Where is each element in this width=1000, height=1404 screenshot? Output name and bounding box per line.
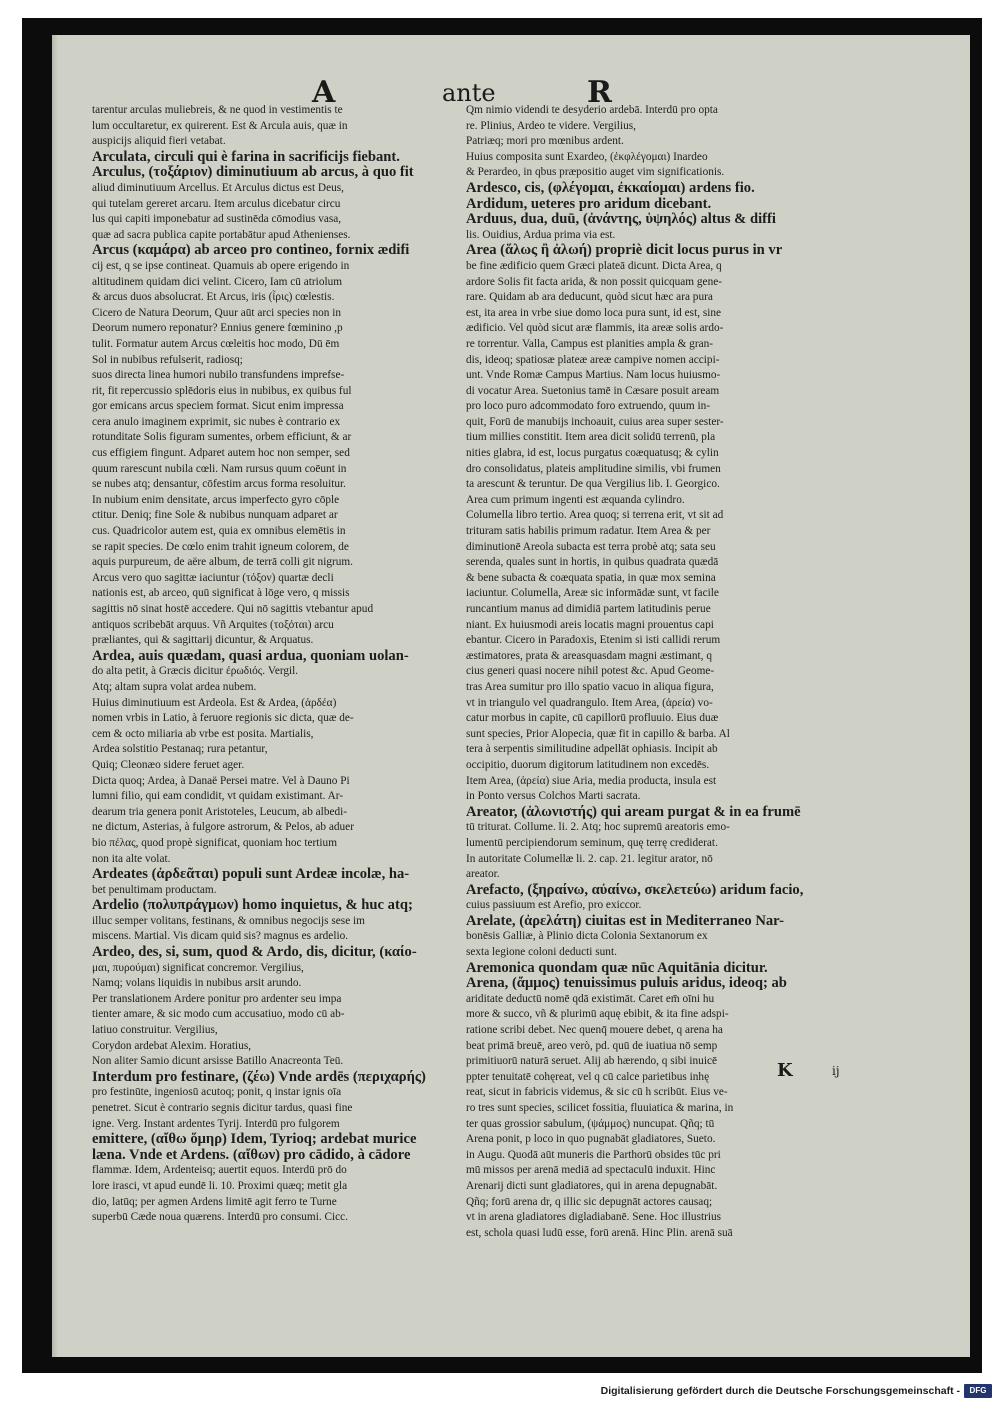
text-line: in Ponto versus Colchos Marti sacrata. bbox=[466, 790, 641, 803]
text-line: lus qui capiti imponebatur ad sustinēda cōmodius vasa, bbox=[92, 213, 342, 226]
text-line: vt in arena gladiatores digladiabanē. Sene. Hoc illustrius bbox=[466, 1211, 722, 1224]
text-line: quæ ad sacra publica capite portabātur apud Athenienses. bbox=[92, 228, 351, 241]
text-line: Deorum numero reponatur? Ennius genere fœminino ,p bbox=[92, 322, 343, 335]
text-line: lumni filio, qui eam condidit, vt quidam existimant. Ar- bbox=[92, 790, 344, 803]
text-line: Corydon ardebat Alexim. Horatius, bbox=[92, 1039, 252, 1052]
entry-headword-line: Areator, (ἁλωνιστής) qui aream purgat & in ea frumē bbox=[466, 804, 801, 820]
entry-headword-line: Area (ἅλως ἢ ἀλωή) propriè dicit locus purus in vr bbox=[466, 243, 783, 259]
text-line: Namq; volans liquidis in nubibus arsit arundo. bbox=[92, 977, 302, 990]
text-line: pro festinūte, ingeniosū acutoq; ponit, q instar ignis oīa bbox=[92, 1086, 342, 1099]
entry-headword-line: Aremonica quondam quæ nūc Aquitānia dicitur. bbox=[466, 960, 768, 976]
text-line: be fine ædificio quem Græci plateā dicunt. Dicta Area, q bbox=[466, 259, 722, 272]
text-line: altitudinem quidam dici velint. Cicero, Iam cū atriolum bbox=[92, 275, 343, 288]
text-line: qui tutelam gereret arcaru. Item arculus dicebatur circu bbox=[92, 197, 341, 210]
entry-headword-line: Arculata, circuli qui è farina in sacrificijs fiebant. bbox=[92, 149, 400, 165]
right-text-column bbox=[466, 103, 826, 1241]
entry-headword-line: emittere, (αἴθω ὅμηρ) Idem, Tyrioq; ardebat murice bbox=[92, 1132, 417, 1148]
text-line: Columella libro tertio. Area quoq; si terrena erit, vt sit ad bbox=[466, 509, 724, 522]
text-line: Patriæq; mori pro mœnibus ardent. bbox=[466, 135, 624, 148]
text-line: quum rarescunt nubila cœli. Nam rursus quum coēunt in bbox=[92, 462, 347, 475]
text-line: tarentur arculas muliebreis, & ne quod in vestimentis te bbox=[92, 104, 343, 116]
text-line: aquis purpureum, de aëre album, de terrā colli git nigrum. bbox=[92, 556, 353, 569]
entry-headword-line: Arefacto, (ξηραίνω, αὐαίνω, σκελετεύω) aridum facio, bbox=[466, 882, 804, 898]
text-line: latiuo construitur. Vergilius, bbox=[92, 1024, 218, 1037]
signature-letter: K bbox=[777, 1060, 793, 1081]
text-line: reat, sicut in fabricis videmus, & sic cū h scribūt. Eius ve- bbox=[466, 1086, 728, 1099]
text-line: rotunditate Solis figuram sumentes, orbem efficiunt, & ar bbox=[92, 431, 352, 444]
text-line: superbū Cæde noua quærens. Interdū pro consumi. Cicc. bbox=[92, 1211, 349, 1224]
text-line: aliud diminutiuum Arcellus. Et Arculus dictus est Deus, bbox=[92, 181, 344, 194]
dfg-logo: DFG bbox=[964, 1384, 992, 1398]
text-line: beat primā breuē, areo verò, pd. quū de iuatiua nō semp bbox=[466, 1039, 718, 1052]
text-line: iaciuntur. Columella, Areæ sic informādæ sunt, vt facile bbox=[466, 587, 719, 600]
entry-headword-line: Ardea, auis quædam, quasi ardua, quoniam uolan- bbox=[92, 648, 409, 664]
text-line: tras Area sumitur pro illo spatio vacuo in aliqua figura, bbox=[466, 680, 714, 693]
text-line: pro loco puro adcommodato foro extruendo, quum in- bbox=[466, 400, 711, 413]
text-line: ctitur. Deniq; fine Sole & nubibus nunquam adparet ar bbox=[92, 509, 338, 522]
text-line: ratione scribi debet. Nec quenq̄ mouere debet, q arena ha bbox=[466, 1024, 723, 1037]
text-line: cuius passiuum est Arefio, pro exiccor. bbox=[466, 899, 642, 912]
text-line: Qñq; forū arena dr, q illic sic depugnāt actores causaq; bbox=[466, 1195, 713, 1208]
text-line: est, ita area in vrbe siue domo loca pura sunt, id est, sine bbox=[466, 306, 722, 319]
text-line: bonēsis Galliæ, à Plinio dicta Colonia Sextanorum ex bbox=[466, 930, 708, 943]
text-line: more & succo, vñ & plurimū aquę ebibit, & ita fine adspi- bbox=[466, 1008, 729, 1021]
text-line: se rapit species. De cœlo enim trahit igneum colorem, de bbox=[92, 540, 349, 553]
text-line: ædificio. Vel quòd sicut aræ flammis, ita areæ solis ardo- bbox=[466, 322, 724, 335]
text-line: serenda, quales sunt in hortis, in quibus quadrata quædā bbox=[466, 556, 719, 569]
text-line: di vocatur Area. Suetonius tamē in Cæsare posuit aream bbox=[466, 384, 720, 397]
text-line: vt in triangulo vel quadrangulo. Item Area, (ἀρεία) vo- bbox=[466, 696, 713, 709]
text-line: sunt species, Prior Alopecia, quæ fit in capillo & barba. Al bbox=[466, 727, 730, 740]
text-line: μαι, πυρούμαι) significat concremor. Vergilius, bbox=[92, 961, 304, 974]
text-line: ta arescunt & teruntur. De qua Vergilius lib. I. Georgico. bbox=[466, 478, 720, 491]
text-line: lum occultaretur, ex quirerent. Est & Arcula auis, quæ in bbox=[92, 119, 348, 132]
entry-headword-line: læna. Vnde et Ardens. (αἴθων) pro cādido, à cādore bbox=[92, 1147, 411, 1163]
text-line: Quiq; Cleonæo sidere feruet ager. bbox=[92, 758, 245, 771]
entry-headword-line: Arculus, (τοξάριον) diminutiuum ab arcus, à quo fit bbox=[92, 165, 414, 181]
text-line: dearum tria genera ponit Aristoteles, Leucum, ab albedi- bbox=[92, 805, 348, 818]
text-line: trituram satis habilis primum radatur. Item Area & per bbox=[466, 525, 711, 538]
text-line: Arena ponit, p loco in quo pugnabāt gladiatores, Sueto. bbox=[466, 1133, 716, 1146]
text-line: runcantium manus ad dimidiā partem latitudinis perue bbox=[466, 603, 711, 615]
text-line: mū missos per arenā mediā ad spectaculū induxit. Hinc bbox=[466, 1164, 716, 1177]
entry-headword-line: Ardesco, cis, (φλέγομαι, ἐκκαίομαι) ardens fio. bbox=[466, 180, 755, 196]
running-head-word: ante bbox=[442, 79, 496, 107]
text-line: catur morbus in capite, cū capillorū profluuio. Eius duæ bbox=[466, 712, 719, 725]
signature-number: ij bbox=[832, 1064, 840, 1078]
text-line: Arcus vero quo sagittæ iaciuntur (τόξον) quartæ decli bbox=[92, 571, 334, 584]
text-line: In nubium enim densitate, arcus imperfecto gyro cōple bbox=[92, 493, 340, 506]
text-line: ne dictum, Asterias, à fulgore astrorum, & Pelos, ab aduer bbox=[92, 821, 354, 834]
text-line: unt. Vnde Romæ Campus Martius. Nam locus huiusmo- bbox=[466, 369, 721, 382]
text-line: lumentū percipiendorum seminum, quę terrę crediderat. bbox=[466, 836, 718, 849]
text-line: lore irasci, vt apud eundē li. 10. Proximi quæq; metit gla bbox=[92, 1179, 348, 1192]
text-line: cera anulo imaginem exprimit, sic nubes è contrario ex bbox=[92, 415, 341, 428]
text-line: ariditate deductū nomē qdā existimāt. Caret em̄ oīni hu bbox=[466, 992, 715, 1005]
text-line: rit, fit repercussio splēdoris eius in nubibus, ex quibus ful bbox=[92, 384, 352, 397]
text-line: se nubes atq; densantur, cōfestim arcus forma resoluitur. bbox=[92, 478, 346, 491]
text-line: lis. Ouidius, Ardua prima via est. bbox=[466, 228, 616, 241]
text-line: Non aliter Samio dicunt arsisse Batillo Anacreonta Teū. bbox=[92, 1055, 344, 1068]
text-line: do alta petit, à Græcis dicitur ἐρωδιός. Vergil. bbox=[92, 665, 299, 678]
text-line: præliantes, qui & sagittarij dicuntur, & Arquatus. bbox=[92, 634, 314, 647]
text-line: Area cum primum ingenti est æquanda cylindro. bbox=[466, 493, 685, 506]
text-line: re. Plinius, Ardeo te videre. Vergilius, bbox=[466, 119, 636, 132]
text-line: est, schola quasi ludū esse, forū arenā. Hinc Plin. arenā suā bbox=[466, 1226, 733, 1239]
text-line: bio πέλας, quod propè significat, quoniam hoc tertium bbox=[92, 836, 337, 849]
text-line: tera à serpentis similitudine adpellāt ophiasis. Incipit ab bbox=[466, 743, 718, 756]
text-line: dis, ideoq; spatiosæ plateæ areæ campive nomen accipi- bbox=[466, 353, 720, 366]
text-line: niant. Ex huiusmodi areis locatis magni prouentus capi bbox=[466, 618, 714, 631]
text-line: areator. bbox=[466, 868, 500, 881]
signature-mark bbox=[777, 1060, 877, 1082]
text-line: gor emicans arcus speciem format. Sicut enim impressa bbox=[92, 400, 344, 413]
text-line: Atq; altam supra volat ardea nubem. bbox=[92, 680, 257, 693]
text-line: quit, Forū de manubijs inchoauit, cuius area super sester- bbox=[466, 415, 724, 428]
text-line: nomen vrbis in Latio, à feruore regionis sic dicta, quæ de- bbox=[92, 712, 354, 725]
text-line: ppter tenuitatē cohęreat, vel q cū calce parietibus inhę bbox=[466, 1070, 710, 1083]
text-line: Ardea solstitio Pestanaq; rura petantur, bbox=[92, 743, 268, 756]
text-line: flammæ. Idem, Ardenteisq; auertit equos. Interdū prō do bbox=[92, 1164, 347, 1177]
text-line: cius generi quasi nocere nihil potest &c. Apud Geome- bbox=[466, 665, 715, 678]
text-line: æstimatores, prata & areasquasdam magni æstimant, q bbox=[466, 649, 712, 662]
text-line: & bene subacta & coæquata spatia, in quæ mox semina bbox=[466, 571, 716, 584]
text-line: miscens. Martial. Vis dicam quid sis? magnus es ardelio. bbox=[92, 930, 349, 943]
entry-headword-line: Ardelio (πολυπράγμων) homo inquietus, & huc atq; bbox=[92, 898, 413, 914]
text-line: tū triturat. Collume. li. 2. Atq; hoc supremū areatoris emo- bbox=[466, 821, 730, 834]
text-line: diminutionē Areola subacta est terra probè atq; sata seu bbox=[466, 540, 716, 553]
text-line: & arcus duos absolucrat. Et Arcus, iris (ἶρις) cœlestis. bbox=[92, 291, 335, 304]
text-line: ebantur. Cicero in Paradoxis, Etenim si isti callidi rerum bbox=[466, 634, 721, 647]
text-line: tium millies constitit. Item area dicit solidū terrenū, pla bbox=[466, 431, 716, 444]
entry-headword-line: Interdum pro festinare, (ζέω) Vnde ardēs (περιχαρής) bbox=[92, 1069, 426, 1085]
text-line: antiquos scribebāt arquus. Vñ Arquites (τοξόται) arcu bbox=[92, 618, 334, 631]
text-line: Sol in nubibus refulserit, radiosq; bbox=[92, 353, 243, 366]
text-line: ter quas grossior sabulum, (ψάμμος) nuncupat. Qñq; tū bbox=[466, 1117, 715, 1130]
entry-headword-line: Arcus (καμάρα) ab arceo pro contineo, fornix ædifi bbox=[92, 243, 410, 259]
text-line: ro tres sunt species, scilicet fossitia, fluuiatica & marina, in bbox=[466, 1102, 734, 1114]
text-line: cus effigiem fingunt. Adparet autem hoc non semper, sed bbox=[92, 447, 350, 460]
entry-headword-line: Arena, (ἄμμος) tenuissimus puluis aridus, ideoq; ab bbox=[466, 976, 787, 992]
text-line: dro consolidatus, plateis amplitudine similis, vbi frumen bbox=[466, 462, 721, 475]
entry-headword-line: Ardidum, ueteres pro aridum dicebant. bbox=[466, 196, 712, 212]
text-line: auspicijs aliquid fieri vetabat. bbox=[92, 135, 226, 148]
entry-headword-line: Arelate, (ἀρελάτη) ciuitas est in Mediterraneo Nar- bbox=[466, 913, 784, 929]
text-line: penetret. Sicut è contrario segnis dicitur tardus, quasi fine bbox=[92, 1102, 353, 1114]
text-line: re torrentur. Valla, Campus est planities ampla & gran- bbox=[466, 337, 714, 350]
text-line: sagittis nō sinat hostē accedere. Qui nō sagittis vtebantur apud bbox=[92, 603, 374, 615]
text-line: cij est, q se ipse contineat. Quamuis ab opere erigendo in bbox=[92, 259, 350, 272]
text-line: Huius composita sunt Exardeo, (ἐκφλέγομαι) Inardeo bbox=[466, 150, 708, 163]
text-line: tienter amare, & sic modo cum accusatiuo, modo cū ab- bbox=[92, 1008, 345, 1021]
text-line: primitiuorū naturā seruet. Alij ab hærendo, q sibi inuicē bbox=[466, 1055, 717, 1068]
entry-headword-line: Arduus, dua, duū, (ἀνάντης, ὑψηλός) altus & diffi bbox=[466, 212, 776, 228]
text-line: occipitio, duorum digitorum latitudinem non excedēs. bbox=[466, 758, 710, 771]
text-line: dio, latūq; per agmen Ardens limitē agit ferro te Turne bbox=[92, 1195, 337, 1208]
text-line: Huius diminutiuum est Ardeola. Est & Ardea, (ἀρδέα) bbox=[92, 696, 337, 709]
text-line: bet penultimam productam. bbox=[92, 883, 217, 896]
text-line: nities glabra, id est, locus purgatus coæquatusq; & cylin bbox=[466, 447, 719, 460]
text-line: in Augu. Quodā aūt muneris die Parthorū obsides tūc pri bbox=[466, 1148, 721, 1161]
text-line: nationis est, ab arceo, quū significat à lōge vero, q missis bbox=[92, 587, 350, 600]
text-line: Qm nimio videndi te desyderio ardebā. Interdū pro opta bbox=[466, 104, 718, 116]
digitization-caption bbox=[601, 1384, 992, 1398]
text-line: ardore Solis fit facta arida, & non possit quicquam gene- bbox=[466, 275, 722, 288]
left-text-column bbox=[92, 103, 452, 1226]
running-head-letter-right: R bbox=[587, 75, 612, 110]
text-line: tulit. Formatur autem Arcus cœleitis hoc modo, Dū ēm bbox=[92, 337, 340, 350]
book-page bbox=[52, 35, 970, 1357]
text-line: illuc semper volitans, festinans, & omnibus negocijs sese im bbox=[92, 914, 365, 927]
text-line: & Perardeo, in qbus præpositio auget vim significationis. bbox=[466, 166, 725, 179]
entry-headword-line: Ardeo, des, si, sum, quod & Ardo, dis, dicitur, (καίο- bbox=[92, 945, 417, 961]
text-line: igne. Verg. Instant ardentes Tyrij. Interdū pro fulgorem bbox=[92, 1117, 340, 1130]
text-line: Cicero de Natura Deorum, Quur aūt arci species non in bbox=[92, 306, 342, 319]
entry-headword-line: Ardeates (ἀρδεᾶται) populi sunt Ardeæ incolæ, ha- bbox=[92, 867, 410, 883]
text-line: suos directa linea humori nubilo transfundens imprefse- bbox=[92, 369, 345, 382]
text-line: Dicta quoq; Ardea, à Danaë Persei matre. Vel à Dauno Pi bbox=[92, 774, 350, 787]
running-head-letter-left: A bbox=[312, 75, 336, 110]
text-line: In autoritate Columellæ li. 2. cap. 21. legitur arator, nō bbox=[466, 852, 713, 865]
text-line: Arenarij dicti sunt gladiatores, qui in arena depugnabāt. bbox=[466, 1179, 718, 1192]
text-line: non ita alte volat. bbox=[92, 852, 171, 865]
text-line: cus. Quadricolor autem est, quia ex omnibus elemētis in bbox=[92, 525, 346, 538]
text-line: sexta legione coloni deducti sunt. bbox=[466, 946, 617, 959]
text-line: Per translationem Ardere ponitur pro ardenter seu impa bbox=[92, 992, 342, 1005]
caption-text: Digitalisierung gefördert durch die Deutsche Forschungsgemeinschaft - bbox=[600, 1385, 960, 1397]
text-line: cem & octo miliaria ab vrbe est posita. Martialis, bbox=[92, 727, 314, 740]
text-line: Item Area, (ἀρεία) siue Aria, media producta, insula est bbox=[466, 774, 717, 787]
text-line: rare. Quidam ab ara deducunt, quòd sicut hæc ara pura bbox=[466, 291, 713, 304]
